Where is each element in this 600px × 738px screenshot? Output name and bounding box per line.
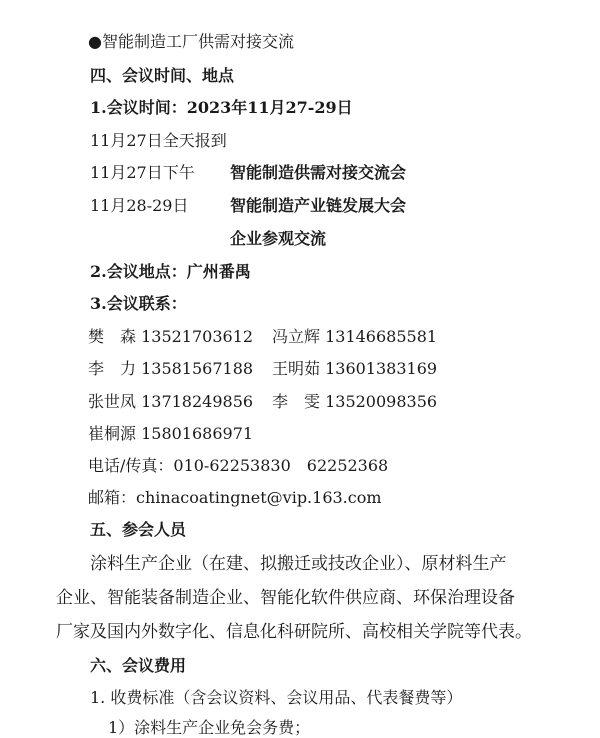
section-6-heading: 六、会议费用 <box>90 656 187 675</box>
meeting-contact-heading: 3.会议联系： <box>90 294 187 313</box>
schedule-event-3: 智能制造产业链发展大会 <box>230 196 407 215</box>
contact-3a: 张世凤 13718249856 <box>88 392 254 411</box>
email: 邮箱：chinacoatingnet@vip.163.com <box>88 488 382 507</box>
schedule-event-4: 企业参观交流 <box>230 229 327 248</box>
section-5-heading: 五、参会人员 <box>90 520 187 539</box>
contact-4a: 崔桐源 15801686971 <box>88 424 254 443</box>
fee-standard: 1. 收费标准（含会议资料、会议用品、代表餐费等） <box>90 688 463 707</box>
fee-item-1: 1）涂料生产企业免会务费； <box>108 718 311 737</box>
section-4-heading: 四、会议时间、地点 <box>90 66 235 85</box>
attendees-line-1: 涂料生产企业（在建、拟搬迁或技改企业）、原材料生产 <box>90 554 507 574</box>
contact-2b: 王明茹 13601383169 <box>272 359 438 378</box>
meeting-place-heading: 2.会议地点：广州番禺 <box>90 262 251 281</box>
meeting-time-heading: 1.会议时间：2023年11月27-29日 <box>90 98 353 117</box>
attendees-line-3: 厂家及国内外数字化、信息化科研院所、高校相关学院等代表。 <box>56 622 532 642</box>
contact-3b: 李 雯 13520098356 <box>272 392 438 411</box>
schedule-event-2: 智能制造供需对接交流会 <box>230 163 407 182</box>
contact-2a: 李 力 13581567188 <box>88 359 254 378</box>
contact-1b: 冯立辉 13146685581 <box>272 327 438 346</box>
contact-1a: 樊 森 13521703612 <box>88 327 254 346</box>
schedule-date-3: 11月28-29日 <box>90 196 189 215</box>
attendees-line-2: 企业、智能装备制造企业、智能化软件供应商、环保治理设备 <box>56 588 515 608</box>
bullet-item: ●智能制造工厂供需对接交流 <box>88 32 294 51</box>
schedule-date-2: 11月27日下午 <box>90 163 195 182</box>
phone-fax: 电话/传真：010-62253830 62252368 <box>88 456 389 475</box>
schedule-date-1: 11月27日全天报到 <box>90 131 227 150</box>
